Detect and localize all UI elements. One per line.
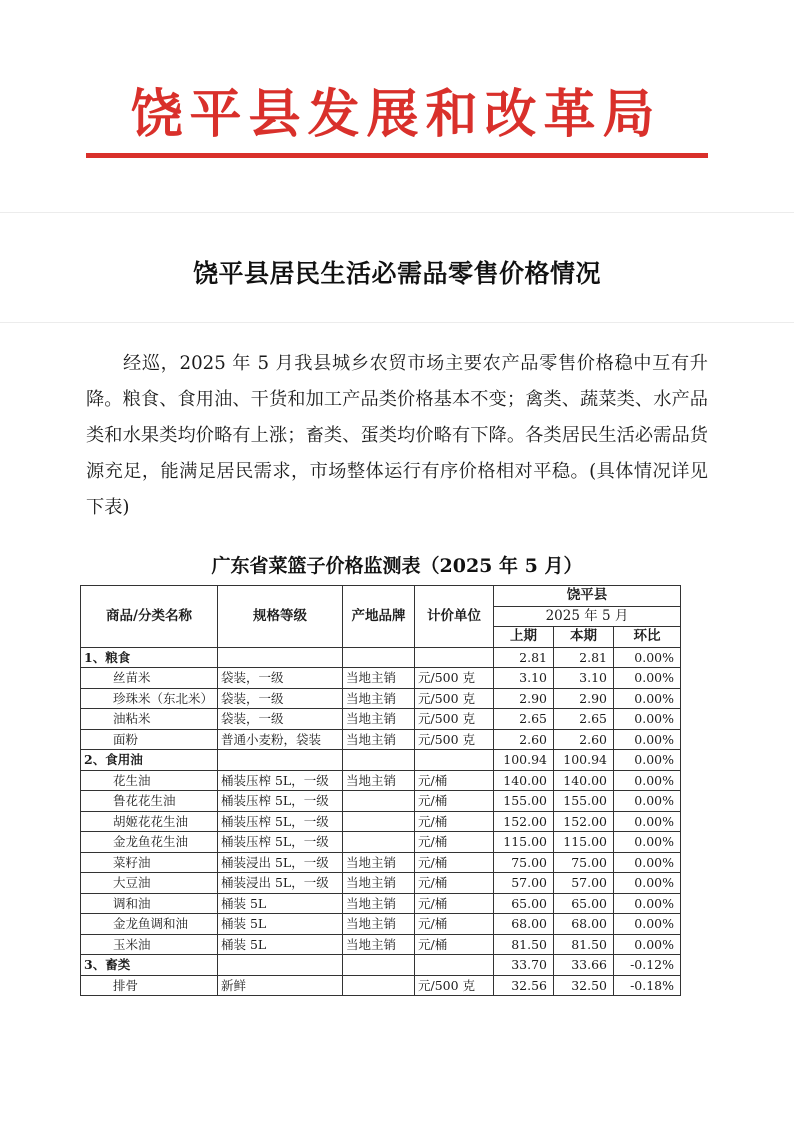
cell-unit: 元/桶 (415, 770, 494, 791)
cell-name: 大豆油 (81, 873, 218, 894)
cell-change: 0.00% (614, 873, 681, 894)
scan-line (0, 322, 794, 323)
cell-spec: 桶装压榨 5L，一级 (218, 832, 343, 853)
cell-curr: 75.00 (554, 852, 614, 873)
cell-spec: 袋装，一级 (218, 688, 343, 709)
cell-spec: 桶装 5L (218, 893, 343, 914)
cell-change: 0.00% (614, 688, 681, 709)
cell-prev: 81.50 (494, 934, 554, 955)
table-row (81, 709, 681, 730)
cell-change: -0.18% (614, 975, 681, 996)
cell-spec: 普通小麦粉，袋装 (218, 729, 343, 750)
table-row (81, 914, 681, 935)
cell-prev: 68.00 (494, 914, 554, 935)
cell-change: 0.00% (614, 729, 681, 750)
cell-change: 0.00% (614, 709, 681, 730)
cell-prev: 2.60 (494, 729, 554, 750)
cell-name: 排骨 (81, 975, 218, 996)
cell-name: 金龙鱼调和油 (81, 914, 218, 935)
header-prev: 上期 (494, 627, 554, 648)
cell-origin: 当地主销 (343, 873, 415, 894)
cell-name: 玉米油 (81, 934, 218, 955)
table-row (81, 688, 681, 709)
table-title: 广东省菜篮子价格监测表（2025 年 5 月） (211, 555, 583, 577)
cell-curr: 65.00 (554, 893, 614, 914)
cell-name: 金龙鱼花生油 (81, 832, 218, 853)
scan-line (0, 212, 794, 213)
table-row (81, 955, 681, 976)
header-spec: 规格等级 (218, 586, 343, 648)
cell-change: 0.00% (614, 934, 681, 955)
table-row (81, 791, 681, 812)
cell-origin: 当地主销 (343, 914, 415, 935)
cell-change: 0.00% (614, 811, 681, 832)
cell-origin: 当地主销 (343, 852, 415, 873)
cell-prev: 2.65 (494, 709, 554, 730)
table-row (81, 893, 681, 914)
cell-prev: 2.81 (494, 647, 554, 668)
cell-curr: 115.00 (554, 832, 614, 853)
table-row (81, 975, 681, 996)
letterhead-divider (86, 153, 708, 158)
cell-prev: 100.94 (494, 750, 554, 771)
cell-spec (218, 750, 343, 771)
cell-unit: 元/桶 (415, 914, 494, 935)
cell-origin (343, 647, 415, 668)
cell-prev: 2.90 (494, 688, 554, 709)
cell-name: 1、粮食 (81, 647, 218, 668)
cell-curr: 140.00 (554, 770, 614, 791)
cell-change: 0.00% (614, 832, 681, 853)
cell-change: -0.12% (614, 955, 681, 976)
cell-unit: 元/500 克 (415, 709, 494, 730)
cell-origin (343, 791, 415, 812)
cell-unit: 元/500 克 (415, 688, 494, 709)
cell-curr: 68.00 (554, 914, 614, 935)
document-title: 饶平县居民生活必需品零售价格情况 (192, 259, 601, 288)
cell-change: 0.00% (614, 668, 681, 689)
cell-spec: 桶装浸出 5L，一级 (218, 873, 343, 894)
cell-change: 0.00% (614, 770, 681, 791)
cell-curr: 81.50 (554, 934, 614, 955)
cell-curr: 2.60 (554, 729, 614, 750)
cell-prev: 75.00 (494, 852, 554, 873)
table-row (81, 832, 681, 853)
cell-change: 0.00% (614, 914, 681, 935)
cell-prev: 3.10 (494, 668, 554, 689)
cell-unit: 元/桶 (415, 873, 494, 894)
cell-change: 0.00% (614, 647, 681, 668)
cell-change: 0.00% (614, 750, 681, 771)
header-unit: 计价单位 (415, 586, 494, 648)
cell-origin (343, 811, 415, 832)
cell-prev: 155.00 (494, 791, 554, 812)
cell-unit: 元/桶 (415, 852, 494, 873)
cell-curr: 155.00 (554, 791, 614, 812)
cell-name: 3、畜类 (81, 955, 218, 976)
cell-unit: 元/500 克 (415, 668, 494, 689)
header-region: 饶平县 (494, 586, 681, 607)
cell-unit: 元/500 克 (415, 729, 494, 750)
cell-name: 胡姬花花生油 (81, 811, 218, 832)
body-paragraph: 经巡，2025 年 5 月我县城乡农贸市场主要农产品零售价格稳中互有升降。粮食、食用油、干货和加工产品类价格基本不变；禽类、蔬菜类、水产品类和水果类均价略有上涨；畜类、蛋类均价略有下降。各类居民生活必需品货源充足，能满足居民需求，市场整体运行有序价格相对平稳。(具体情况详见下表) (86, 353, 708, 518)
cell-name: 油粘米 (81, 709, 218, 730)
cell-origin (343, 955, 415, 976)
header-curr: 本期 (554, 627, 614, 648)
cell-name: 面粉 (81, 729, 218, 750)
table-row (81, 934, 681, 955)
cell-curr: 33.66 (554, 955, 614, 976)
cell-origin: 当地主销 (343, 668, 415, 689)
cell-curr: 3.10 (554, 668, 614, 689)
cell-origin: 当地主销 (343, 729, 415, 750)
cell-spec (218, 955, 343, 976)
cell-prev: 33.70 (494, 955, 554, 976)
table-row (81, 770, 681, 791)
table-row (81, 750, 681, 771)
cell-prev: 65.00 (494, 893, 554, 914)
table-row (81, 852, 681, 873)
cell-prev: 57.00 (494, 873, 554, 894)
cell-spec: 桶装 5L (218, 914, 343, 935)
cell-unit: 元/500 克 (415, 975, 494, 996)
cell-name: 菜籽油 (81, 852, 218, 873)
cell-spec: 袋装，一级 (218, 709, 343, 730)
header-name: 商品/分类名称 (81, 586, 218, 648)
cell-name: 丝苗米 (81, 668, 218, 689)
cell-name: 2、食用油 (81, 750, 218, 771)
cell-spec: 桶装压榨 5L，一级 (218, 791, 343, 812)
table-row (81, 729, 681, 750)
header-period: 2025 年 5 月 (494, 606, 681, 627)
cell-unit (415, 955, 494, 976)
cell-unit (415, 750, 494, 771)
org-letterhead-title: 饶平县发展和改革局 (130, 84, 662, 145)
cell-curr: 100.94 (554, 750, 614, 771)
table-row (81, 873, 681, 894)
table-row (81, 811, 681, 832)
cell-curr: 2.81 (554, 647, 614, 668)
cell-spec: 桶装压榨 5L，一级 (218, 811, 343, 832)
cell-curr: 57.00 (554, 873, 614, 894)
cell-origin: 当地主销 (343, 934, 415, 955)
cell-spec: 桶装浸出 5L，一级 (218, 852, 343, 873)
cell-origin (343, 975, 415, 996)
cell-prev: 115.00 (494, 832, 554, 853)
cell-curr: 32.50 (554, 975, 614, 996)
cell-prev: 32.56 (494, 975, 554, 996)
price-table (80, 585, 681, 996)
table-row (81, 647, 681, 668)
cell-origin: 当地主销 (343, 688, 415, 709)
cell-unit: 元/桶 (415, 893, 494, 914)
table-row (81, 668, 681, 689)
cell-unit: 元/桶 (415, 832, 494, 853)
cell-origin: 当地主销 (343, 893, 415, 914)
cell-change: 0.00% (614, 893, 681, 914)
cell-origin: 当地主销 (343, 709, 415, 730)
cell-spec: 新鲜 (218, 975, 343, 996)
cell-prev: 140.00 (494, 770, 554, 791)
cell-curr: 152.00 (554, 811, 614, 832)
table-body (81, 647, 681, 996)
cell-unit: 元/桶 (415, 934, 494, 955)
cell-change: 0.00% (614, 852, 681, 873)
cell-unit: 元/桶 (415, 791, 494, 812)
cell-name: 珍珠米（东北米） (81, 688, 218, 709)
header-change: 环比 (614, 627, 681, 648)
cell-name: 花生油 (81, 770, 218, 791)
cell-spec: 桶装压榨 5L，一级 (218, 770, 343, 791)
cell-spec: 袋装，一级 (218, 668, 343, 689)
cell-origin: 当地主销 (343, 770, 415, 791)
cell-name: 鲁花花生油 (81, 791, 218, 812)
cell-spec (218, 647, 343, 668)
cell-curr: 2.90 (554, 688, 614, 709)
cell-origin (343, 832, 415, 853)
header-origin: 产地品牌 (343, 586, 415, 648)
cell-spec: 桶装 5L (218, 934, 343, 955)
cell-name: 调和油 (81, 893, 218, 914)
cell-change: 0.00% (614, 791, 681, 812)
cell-origin (343, 750, 415, 771)
cell-unit (415, 647, 494, 668)
cell-curr: 2.65 (554, 709, 614, 730)
cell-unit: 元/桶 (415, 811, 494, 832)
cell-prev: 152.00 (494, 811, 554, 832)
